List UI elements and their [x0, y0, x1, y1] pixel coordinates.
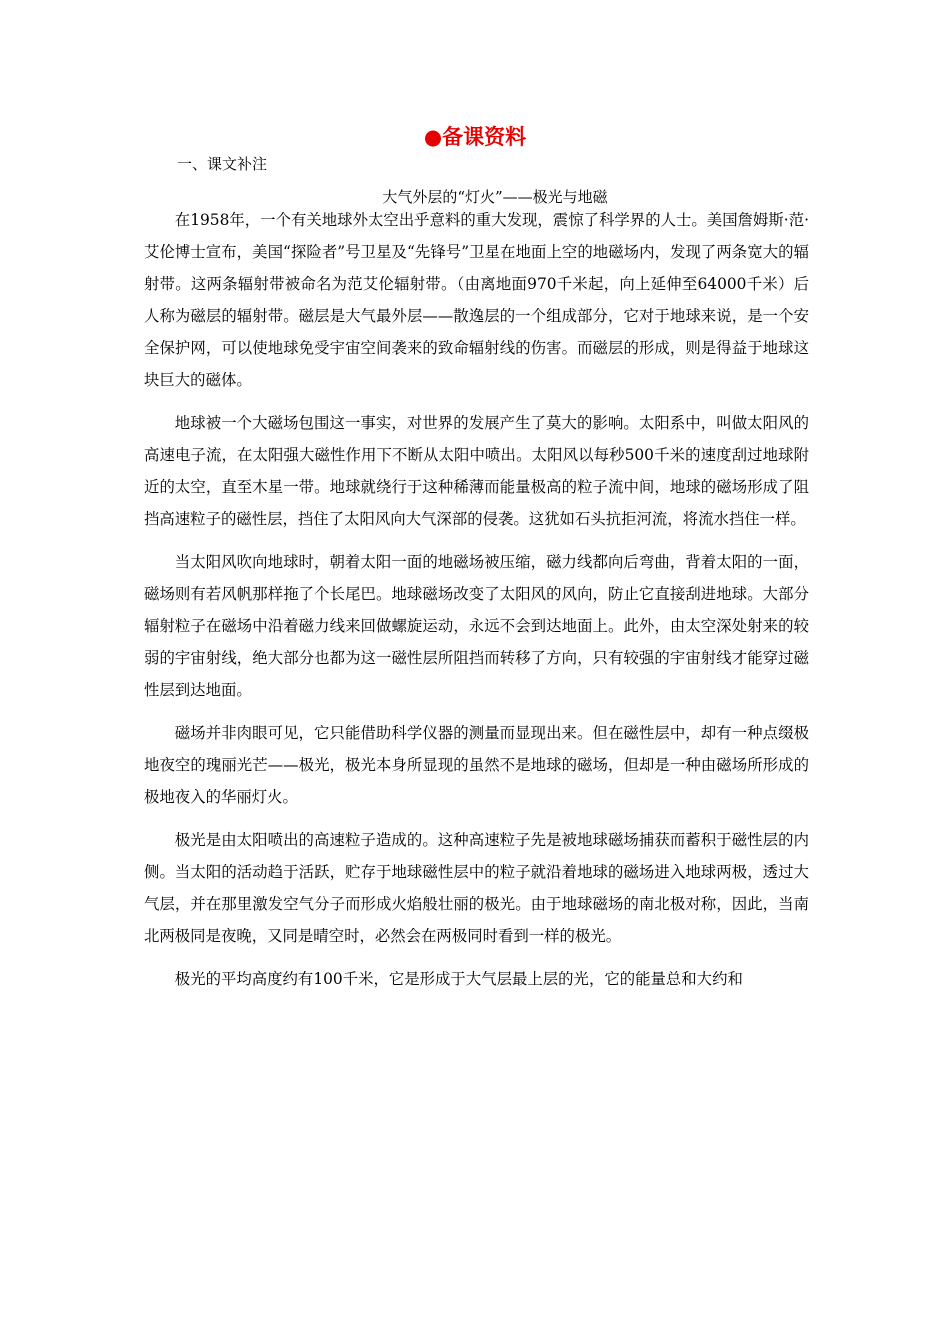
- paragraph: 在1958年，一个有关地球外太空出乎意料的重大发现，震惊了科学界的人士。美国詹姆斯·范·艾伦博士宣布，美国“探险者”号卫星及“先锋号”卫星在地面上空的地磁场内，发现了两条宽大的辐射带。这两条辐射带被命名为范艾伦辐射带。（由离地面970千米起，向上延伸至64000千米）后人称为磁层的辐射带。磁层是大气最外层——散逸层的一个组成部分，它对于地球来说，是一个安全保护网，可以使地球免受宇宙空间袭来的致命辐射线的伤害。而磁层的形成，则是得益于地球这块巨大的磁体。: [144, 211, 809, 389]
- article-title: 大气外层的“灯火”——极光与地磁: [382, 188, 608, 206]
- red-bullet-icon: ●: [423, 124, 443, 149]
- paragraph: 极光的平均高度约有100千米，它是形成于大气层最上层的光，它的能量总和大约和: [174, 970, 743, 988]
- paragraph: 磁场并非肉眼可见，它只能借助科学仪器的测量而显现出来。但在磁性层中，却有一种点缀极地夜空的瑰丽光芒——极光，极光本身所显现的虽然不是地球的磁场，但却是一种由磁场所形成的极地夜入的华丽灯火。: [144, 724, 809, 806]
- paragraph: 极光是由太阳喷出的高速粒子造成的。这种高速粒子先是被地球磁场捕获而蓄积于磁性层的内侧。当太阳的活动趋于活跃，贮存于地球磁性层中的粒子就沿着地球的磁场进入地球两极，透过大气层，并在那里激发空气分子而形成火焰般壮丽的极光。由于地球磁场的南北极对称，因此，当南北两极同是夜晚，又同是晴空时，必然会在两极同时看到一样的极光。: [144, 831, 809, 945]
- heading-text: 备课资料: [442, 124, 527, 149]
- paragraph: 当太阳风吹向地球时，朝着太阳一面的地磁场被压缩，磁力线都向后弯曲，背着太阳的一面，磁场则有若风帆那样拖了个长尾巴。地球磁场改变了太阳风的风向，防止它直接刮进地球。大部分辐射粒子在磁场中沿着磁力线来回做螺旋运动，永远不会到达地面上。此外，由太空深处射来的较弱的宇宙射线，绝大部分也都为这一磁性层所阻挡而转移了方向，只有较强的宇宙射线才能穿过磁性层到达地面。: [144, 553, 809, 699]
- article-body: [144, 204, 809, 1006]
- paragraph: 地球被一个大磁场包围这一事实，对世界的发展产生了莫大的影响。太阳系中，叫做太阳风的高速电子流，在太阳强大磁性作用下不断从太阳中喷出。太阳风以每秒500千米的速度刮过地球附近的太空，直至木星一带。地球就绕行于这种稀薄而能量极高的粒子流中间，地球的磁场形成了阻挡高速粒子的磁性层，挡住了太阳风向大气深部的侵袭。这犹如石头抗拒河流，将流水挡住一样。: [144, 414, 809, 528]
- section-label: 一、课文补注: [177, 155, 268, 173]
- section-heading: [0, 122, 950, 152]
